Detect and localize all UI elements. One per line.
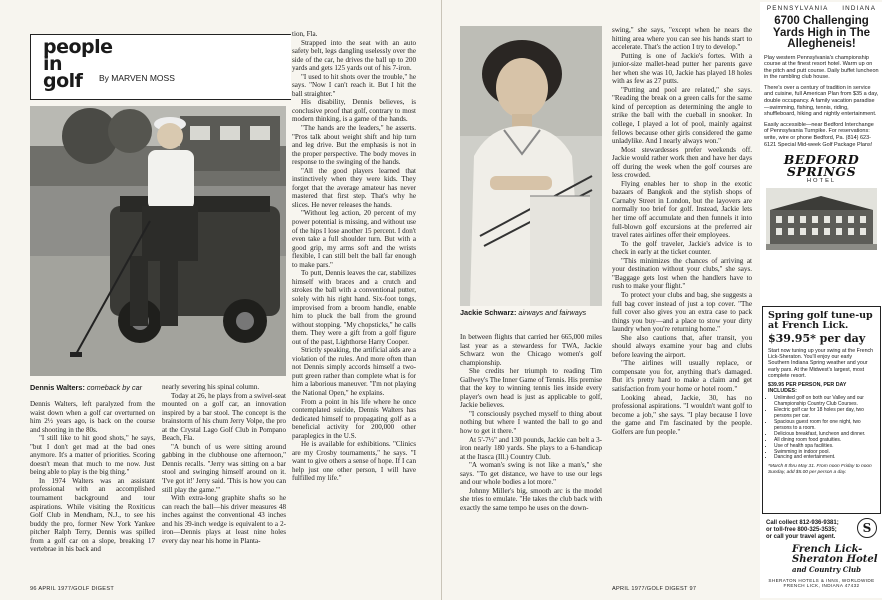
spring-per-person: $39.95 PER PERSON, PER DAY INCLUDES: [768,382,847,395]
spring-headline: Spring golf tune-up at French Lick. [768,310,873,331]
list-item: • Unlimited golf on both our Valley and our Championship Country Club Courses. [774,396,875,408]
caption-note: airways and fairways [518,308,587,317]
paragraph: Putting is one of Jackie's fortes. With a junior-size mallet-head putter her parents gave her when she was 10, Jackie has played 18 holes with as few as 27 putts. [612,51,752,86]
paragraph: To protect your clubs and bag, she suggests a full bag cover instead of just a top cover. "The full cover also gives you an extra case to pack things you buy—and a place to stow your dirty laundry when you're returning home." [612,290,752,334]
golf-car-photo-icon [30,106,286,376]
state-pennsylvania: PENNSYLVANIA [766,5,829,12]
bedford-hotel-illustration [766,188,877,250]
paragraph: At 5'-7½" and 130 pounds, Jackie can belt a 3-iron nearly 180 yards. She plays to a 6-handicap at the Itasca (Ill.) Country Club. [460,435,602,461]
portrait-photo-icon [460,26,602,306]
french-lick-logo [792,545,881,575]
caption-name: Dennis Walters: [30,383,85,392]
list-item: • Use of health spa facilities. [774,444,875,450]
paragraph: "A woman's swing is not like a man's," she says. "To get distance, we have to use our legs and our whole bodies a lot more." [460,461,602,487]
paragraph: Strapped into the seat with an auto safety belt, legs dangling uselessly over the side of the car, he drives the ball up to 200 yards and gets 125 yards out of his 7-iron. [292,38,416,73]
paragraph: "A bunch of us were sitting around gabbing in the clubhouse one afternoon," Dennis recalls. "Jerry was sitting on a bar stool and swinging himself around on it. 'I've got it!' Jerry said. 'This is how you can still play the game.'" [162,442,286,494]
right-page [441,0,882,600]
bedford-paragraph: Easily accessible—near Bedford Interchange of Pennsylvania Turnpike. For reservations: write, wire or phone Bedford, Pa. (814) 623-6121 Special Mid-week Golf Package Plans! [764,121,874,148]
fl-logo-line: Sheraton Hotel [792,554,878,565]
french-lick-spring-box [762,306,881,514]
caption-note: comeback by car [86,383,143,392]
paragraph: swing," she says, "except when he nears the hitting area where you can see his hands start to accelerate. That's the action I try to develop." [612,26,752,52]
ad-state-strip [760,2,882,12]
photo-caption-jackie [460,308,602,317]
paragraph: "I still like to hit good shots," he says, "but I don't get mad at the bad ones anymore. It's a matter of priorities. Scoring doesn't mean that much to me now. Just being able to play is the big thing." [30,434,155,477]
byline: By MARVEN MOSS [99,73,175,83]
bedford-logo-line: SPRINGS [786,164,857,180]
jackie-schwarz-photo [460,26,602,306]
paragraph: nearly severing his spinal column. [162,383,260,391]
paragraph: Dennis Walters, left paralyzed from the waist down when a golf car overturned on him 2½ years ago, is back on the course and shooting in the 80s. [30,400,155,434]
fl-logo-line: and Country Club [792,565,862,574]
paragraph: In between flights that carried her 665,000 miles last year as a stewardess for TWA, Jackie Schwarz won the Chicago women's golf championship. [460,333,602,367]
paragraph: Looking ahead, Jackie, 30, has no professional aspirations. "I wouldn't want golf to become a job," she says. "I play because I love the game and I'm fascinated by the people. Golfers are fun people." [612,393,752,436]
page-folio-right: APRIL 1977/GOLF DIGEST 97 [612,586,697,592]
paragraph: "The airlines will usually replace, or compensate you for, anything that's damaged. But it's pretty hard to make a claim and get satisfaction from your home or hotel room." [612,359,752,393]
paragraph: His disability, Dennis believes, is conclusive proof that golf, contrary to most modern thinking, is a game of the hands. [292,98,416,124]
bedford-paragraph: There's over a century of tradition in service and cuisine, full American Plan from $35 a day, double occupancy. A family vacation paradise—swimming, fishing, tennis, riding, shuffleboard, hiking and nightly entertainment. [764,84,879,118]
paragraph: "I consciously psyched myself to thing about nothing but where I wanted the ball to go and how to get it there." [460,409,602,436]
article-column-3 [292,30,416,586]
list-item: • Swimming in indoor pool. [774,450,875,456]
paragraph: Most stewardesses prefer weekends off. Jackie would rather work then and have her days off during the week when the golf courses are less crowded. [612,145,752,180]
paragraph: She credits her triumph to reading Tim Gallwey's The Inner Game of Tennis. His premise that the key to winning tennis lies inside every player's own head is just as applicable to golf, Jackie believes. [460,367,602,410]
sheraton-s-icon: S [857,518,877,538]
spring-price: $39.95* per day [768,332,866,345]
call-line: or toll-free 800-325-3535; [766,527,837,533]
paragraph: "Putting and pool are related," she says. "Reading the break on a green calls for the same kind of perception as determining the angle to strike the ball with the cueball in snooker. In college, I played a lot of pool, mainly against fellows because other girls considered the game unladylike. And I nearly always won." [612,85,752,146]
list-item: • All dining room food gratuities. [774,438,875,444]
paragraph: "This minimizes the chances of arriving at your destination without your clubs," she says. "Baggage gets lost when the handlers have to rush to make your flight." [612,256,752,291]
dennis-walters-photo [30,106,286,376]
fl-logo-line: French Lick- [792,544,863,555]
spring-includes-list [768,396,875,461]
paragraph: From a point in his life where he once contemplated suicide, Dennis Walters has dedicated himself to propagating golf as a beneficial activity for 200,000 other paraplegics in the U.S. [292,397,416,440]
section-title: people in golf [43,36,113,92]
article-column-2 [162,383,286,584]
paragraph: tion, Fla. [292,30,318,38]
paragraph: "All the good players learned that instinctively when they were kids. They forget that the average amateur has never mastered that first step. That's why he slices. He never releases the hands. [292,166,416,209]
bedford-headline: 6700 Challenging Yards High in The Allegheneis! [772,15,871,50]
article-column-1 [30,400,155,584]
section-header [30,34,291,100]
caption-name: Jackie Schwarz: [460,308,517,317]
paragraph: Johnny Miller's big, smooth arc is the model she tries to emulate. "He takes the club back with exactly the same tempo he uses on the down- [460,486,602,512]
fl-sub-line: SHERATON HOTELS & INNS, WORLDWIDE [768,578,875,583]
bedford-springs-logo [768,154,875,178]
call-line: Call collect 812-936-9381; [766,520,839,526]
french-lick-contact [762,516,881,588]
call-line: or call your travel agent. [766,534,836,540]
paragraph: In 1974 Walters was an assistant professional with an accomplished tournament background and tour aspirations. While visiting the Roxiticus Golf Club in Mendham, N.J., to see his buddy the pro, former New York Yankee pitcher Ralph Terry, Dennis was spilled from a golf car on a slope, breaking 17 vertebrae in his back and [30,476,155,554]
paragraph: "The hands are the leaders," he asserts. "Pros talk about weight shift and hip turn and leg drive. But the emphasis is not in the proper perspective. The body moves in response to the swinging of the hands. [292,124,416,167]
paragraph: With extra-long graphite shafts so he can reach the ball—his driver measures 48 inches against the conventional 43 inches and his 39-inch wedge is equivalent to a 2-iron—Dennis plays at least nine holes every day near his home in Planta- [162,494,286,545]
state-indiana: INDIANA [842,5,877,12]
list-item: • Delicious breakfast, luncheon and dinner. [774,432,875,438]
article-column-4 [460,333,602,587]
paragraph: Strictly speaking, the artificial aids are a violation of the rules. And more often than not Dennis simply accords himself a two-putt green rather than complete what is for him a laborious maneuver. "I'm not playing the National Open," he explains. [292,346,416,397]
fl-sub-line: FRENCH LICK, INDIANA 47432 [783,583,860,588]
spring-footnote: *March 8 thru May 31. From noon Friday to noon Sunday, add $5.00 per person a day. [768,464,872,475]
bedford-logo-line: BEDFORD [783,152,860,168]
paragraph: He is available for exhibitions. "Clinics are my Crosby tournaments," he says. "I want to give others a sense of hope. If I can help just one other person, I will have fulfilled my life." [292,440,416,483]
page-folio-left: 96 APRIL 1977/GOLF DIGEST [30,586,115,592]
advertisement-column [760,2,882,598]
paragraph: Flying enables her to shop in the exotic bazaars of Bangkok and the stylish shops of Carnaby Street in London, but the layovers are normally too brief for golf. Instead, Jackie lets her time off accumulate and then funnels it into full-blown golf excursions at the preferred air travel rates airlines offer their employees. [612,179,752,240]
list-item: • Dancing and entertainment. [774,455,875,461]
hotel-building-icon [766,188,877,250]
list-item: • Electric golf car for 18 holes per day, two persons per car. [774,408,875,420]
spring-body: Start now tuning up your swing at the French Lick-Sheraton. You'll enjoy our early Southern Indiana Spring weather and your early pars. At the Midwest's largest, most complete resort. [768,348,874,379]
list-item: • Spacious guest room for one night, two persons to a room. [774,420,875,432]
photo-caption-dennis [30,383,170,392]
bedford-logo-sub: HOTEL [806,178,837,185]
bedford-paragraph: Play western Pennsylvania's championship course at the finest resort hotel. Warm up on the pitch and putt course. Daily buffet luncheon in the rambling club house. [764,54,879,81]
article-column-5 [612,26,752,588]
paragraph: To the golf traveler, Jackie's advice is to check in early at the ticket counter. [612,239,752,257]
paragraph: To putt, Dennis leaves the car, stabilizes himself with braces and a crutch and strokes the ball with a conventional putter, solely with his right hand. Six-foot tongs, improvised from a broom handle, enable him to pluck the ball from the ground without stopping. "My chopsticks," he calls them. They were a gift from a golf figure out of the past, Lighthorse Harry Cooper. [292,269,416,346]
paragraph: She also cautions that, after transit, you should always examine your bag and clubs before leaving the airport. [612,333,752,359]
paragraph: Today at 26, he plays from a swivel-seat mounted on a golf car, an innovation inspired by a bar stool. The concept is the brainstorm of his chum Jerry Volpe, the pro at the Crystal Lago Golf Club in Pompano Beach, Fla. [162,391,286,443]
paragraph: "Without leg action, 20 percent of my power potential is missing, and without use of the hips I lose another 15 percent. I don't even take a full shoulder turn. But with a good grip, my arms soft and the wrists flexible, I can still belt the ball far enough to make pars." [292,209,416,269]
paragraph: "I used to hit shots over the trouble," he says. "Now I can't reach it. But I hit the ball straighter." [292,72,416,98]
